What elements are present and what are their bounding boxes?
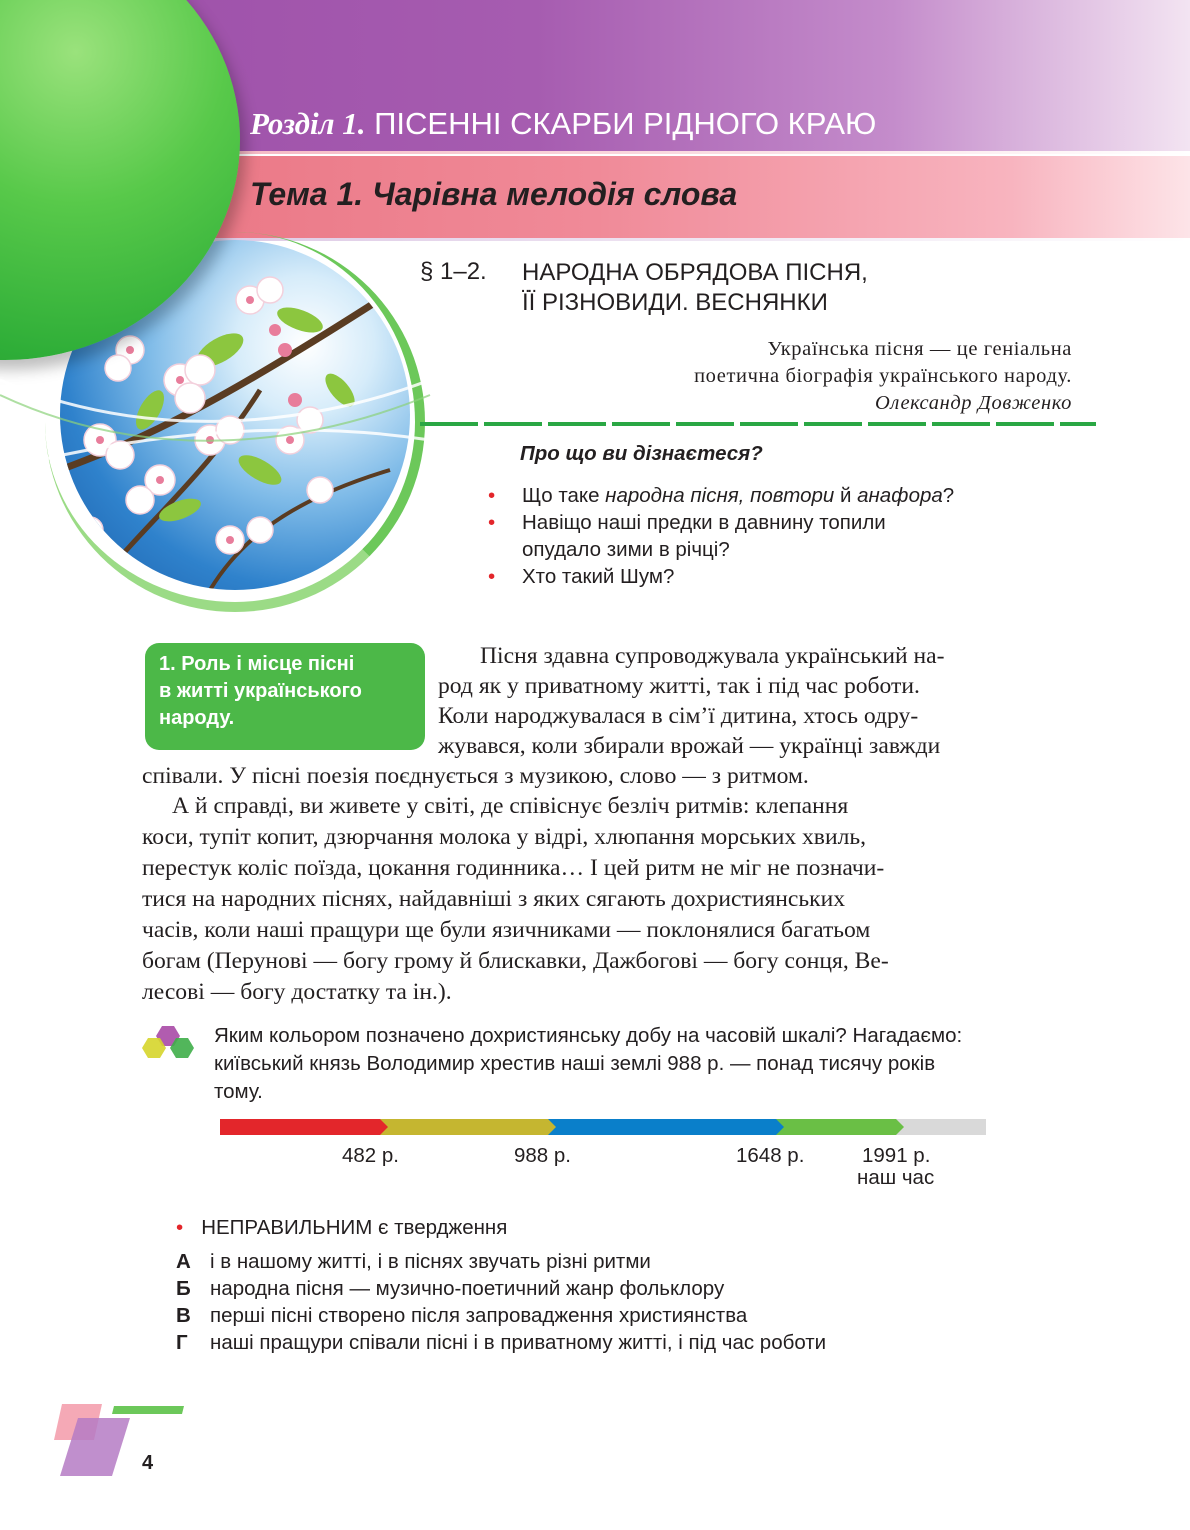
epigraph xyxy=(540,336,1072,417)
text-line: Коли народжувалася в сім’ї дитина, хтось одру- xyxy=(438,703,919,729)
subsection-box xyxy=(145,643,425,750)
list-item: • Що таке народна пісня, повтори й анафора? xyxy=(488,484,955,507)
text-line: род як у приватному житті, так і під час роботи. xyxy=(438,673,920,699)
test-prompt: • НЕПРАВИЛЬНИМ є твердження xyxy=(176,1216,508,1239)
timeline-label-1648: 1648 р. xyxy=(736,1144,805,1167)
text-line: часів, коли наші пращури ще були язичниками — поклонялися багатьом xyxy=(142,917,871,943)
text-line: співали. У пісні поезія поєднується з музикою, слово — з ритмом. xyxy=(142,763,809,789)
text-line: богам (Перунові — богу грому й блискавки, Дажбогові — богу сонця, Ве- xyxy=(142,948,889,974)
bullet-icon: • xyxy=(488,511,496,534)
list-item: • Навіщо наші предки в давнину топили опудало зими в річці? xyxy=(488,511,886,561)
question-text: Яким кольором позначено дохристиянську добу на часовій шкалі? Нагадаємо: київський князь Володимир хрестив наші землі 988 р. — понад тисячу років тому. xyxy=(214,1024,963,1103)
bullet-icon: • xyxy=(488,484,496,507)
timeline-segment-5 xyxy=(896,1119,986,1135)
learn-list xyxy=(488,482,954,590)
chapter-title xyxy=(250,106,876,142)
text-line: лесові — богу достатку та ін.). xyxy=(142,979,452,1005)
text-line: А й справді, ви живете у світі, де співіснує безліч ритмів: клепання xyxy=(172,793,849,819)
section-number: § 1–2. xyxy=(420,258,487,285)
dashed-divider xyxy=(420,422,1096,426)
learn-heading: Про що ви дізнаєтеся? xyxy=(520,442,763,465)
footer-decoration xyxy=(50,1400,190,1480)
timeline-label-482: 482 р. xyxy=(342,1144,399,1167)
text-line: коси, тупіт копит, дзюрчання молока у відрі, хлюпання морських хвиль, xyxy=(142,824,867,850)
subsection-title: 1. Роль і місце пісні в житті українського народу. xyxy=(159,653,362,729)
answer-option-b[interactable]: Б народна пісня — музично-поетичний жанр фольклору xyxy=(176,1277,725,1300)
answer-option-h[interactable]: Г наші пращури співали пісні і в приватному житті, і під час роботи xyxy=(176,1331,827,1354)
timeline-label-now: наш час xyxy=(857,1166,935,1189)
list-item: • Хто такий Шум? xyxy=(488,565,675,588)
section-title xyxy=(522,258,868,318)
page-number: 4 xyxy=(142,1452,154,1474)
chapter-prefix: Розділ 1. xyxy=(250,106,366,141)
epigraph-line1: Українська пісня — це геніальна xyxy=(767,338,1072,360)
text-line: тися на народних піснях, найдавніші з яких сягають дохристиянських xyxy=(142,886,846,912)
epigraph-line2: поетична біографія українського народу. xyxy=(694,365,1072,387)
timeline-segment-4 xyxy=(776,1119,904,1135)
section-title-line2: ЇЇ РІЗНОВИДИ. ВЕСНЯНКИ xyxy=(522,289,828,316)
hexagons-icon xyxy=(140,1024,204,1070)
timeline-segment-2 xyxy=(380,1119,556,1135)
timeline-bar xyxy=(220,1117,986,1137)
topic-title: Тема 1. Чарівна мелодія слова xyxy=(250,176,738,212)
text-line: жувався, коли збирали врожай — українці завжди xyxy=(438,733,941,759)
answer-option-v[interactable]: В перші пісні створено після запровадження християнства xyxy=(176,1304,748,1327)
bullet-icon: • xyxy=(488,565,496,588)
section-title-line1: НАРОДНА ОБРЯДОВА ПІСНЯ, xyxy=(522,259,868,286)
text-line: Пісня здавна супроводжувала український на- xyxy=(480,643,945,669)
epigraph-author: Олександр Довженко xyxy=(874,392,1072,414)
decor-arcs xyxy=(0,0,440,620)
timeline-label-1991: 1991 р. xyxy=(862,1144,931,1167)
text-line: перестук коліс поїзда, цокання годинника… І цей ритм не міг не позначи- xyxy=(142,855,885,881)
timeline-segment-1 xyxy=(220,1119,388,1135)
answer-option-a[interactable]: А і в нашому житті, і в піснях звучать різні ритми xyxy=(176,1250,651,1273)
bullet-icon: • xyxy=(176,1216,184,1239)
timeline-segment-3 xyxy=(548,1119,784,1135)
timeline-label-988: 988 р. xyxy=(514,1144,571,1167)
chapter-name: ПІСЕННІ СКАРБИ РІДНОГО КРАЮ xyxy=(374,106,877,141)
